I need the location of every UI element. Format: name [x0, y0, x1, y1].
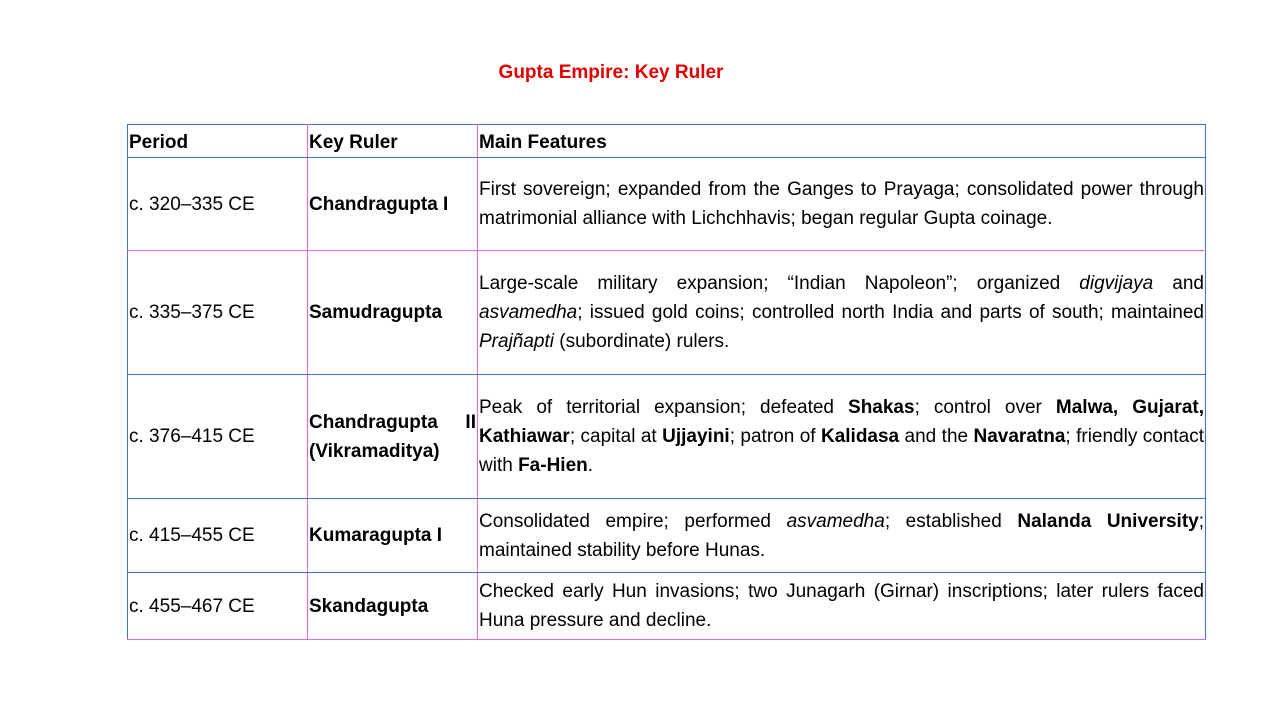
features-cell: [478, 573, 1206, 640]
feature-text: ; patron of: [729, 426, 821, 447]
period-cell: c. 335–375 CE: [128, 251, 308, 375]
feature-text: ; established: [884, 510, 1018, 532]
feature-text: Peak of territorial expansion; defeated: [479, 397, 849, 418]
period-cell: c. 320–335 CE: [128, 158, 308, 251]
feature-text: Shakas: [848, 397, 915, 418]
feature-text: Navaratna: [973, 426, 1066, 447]
feature-text: (subordinate) rulers.: [554, 331, 730, 352]
feature-text: Ujjayini: [662, 426, 730, 447]
feature-text: .: [587, 455, 594, 476]
header-main-features: Main Features: [478, 125, 1206, 158]
features-cell: [478, 375, 1206, 499]
feature-text: ; friendly contact with: [479, 426, 1205, 476]
period-cell: c. 376–415 CE: [128, 375, 308, 499]
ruler-cell: Chandragupta II (Vikramaditya): [308, 375, 478, 499]
ruler-cell: Samudragupta: [308, 251, 478, 375]
feature-text: asvamedha: [479, 302, 578, 323]
feature-text: ; maintained stability before Hunas.: [479, 510, 1204, 561]
feature-text: and: [1153, 273, 1204, 294]
feature-text: Large-scale military expansion; “Indian Napoleon”; organized: [479, 273, 1080, 294]
header-key-ruler: Key Ruler: [308, 125, 478, 158]
feature-text: digvijaya: [1079, 273, 1154, 294]
feature-text: Nalanda University: [1017, 510, 1199, 532]
ruler-cell: Skandagupta: [308, 573, 478, 640]
table-row: [128, 499, 1206, 573]
features-cell: [478, 158, 1206, 251]
features-cell: [478, 499, 1206, 573]
table-row: [128, 573, 1206, 640]
page-title: Gupta Empire: Key Ruler: [498, 62, 724, 83]
rulers-table: [127, 124, 1206, 640]
feature-text: ; issued gold coins; controlled north India and parts of south; maintained: [577, 302, 1204, 323]
table-header-row: [128, 125, 1206, 158]
feature-text: Prajñapti: [479, 331, 554, 352]
feature-text: First sovereign; expanded from the Ganges to Prayaga; consolidated power through matrimonial alliance with Lichchhavis; began regular Gupta coinage.: [479, 179, 1204, 229]
feature-text: Kalidasa: [820, 426, 900, 447]
feature-text: Fa-Hien: [518, 455, 588, 476]
table-row: [128, 158, 1206, 251]
table-row: [128, 375, 1206, 499]
feature-text: Malwa, Gujarat, Kathiawar: [479, 397, 1205, 447]
ruler-cell: Kumaragupta I: [308, 499, 478, 573]
period-cell: c. 455–467 CE: [128, 573, 308, 640]
feature-text: asvamedha: [786, 510, 885, 532]
header-period: Period: [128, 125, 308, 158]
features-cell: [478, 251, 1206, 375]
period-cell: c. 415–455 CE: [128, 499, 308, 573]
table-row: [128, 251, 1206, 375]
feature-text: ; control over: [914, 397, 1056, 418]
feature-text: Checked early Hun invasions; two Junagarh (Girnar) inscriptions; later rulers faced Huna pressure and decline.: [479, 581, 1204, 631]
feature-text: Consolidated empire; performed: [479, 510, 787, 532]
feature-text: ; capital at: [569, 426, 663, 447]
feature-text: and the: [899, 426, 974, 447]
ruler-cell: Chandragupta I: [308, 158, 478, 251]
